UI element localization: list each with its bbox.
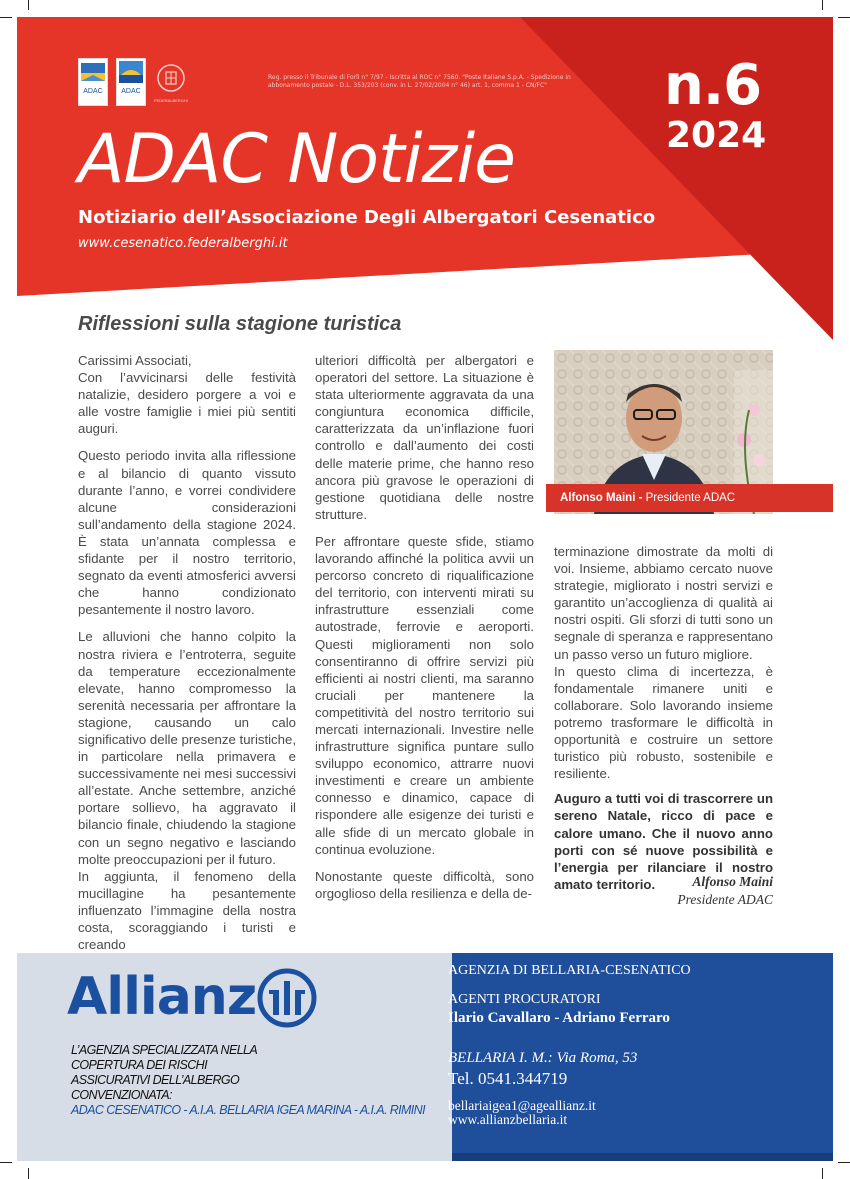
agency-website[interactable]: www.allianzbellaria.it (448, 1112, 568, 1127)
photo-caption (546, 484, 833, 512)
ad-tagline (71, 1043, 451, 1118)
crop-mark (838, 1162, 850, 1163)
article-column-1 (78, 352, 296, 963)
signature (554, 873, 773, 909)
agency-address: BELLARIA I. M.: Via Roma, 53 (448, 1050, 638, 1066)
article-headline: Riflessioni sulla stagione turistica (78, 313, 402, 335)
signature-role: Presidente ADAC (677, 892, 773, 907)
ad-bottom-strip (452, 1153, 833, 1161)
crop-mark (822, 1168, 823, 1179)
ad-left-panel (17, 953, 452, 1161)
tagline-line: ASSICURATIVI DELL’ALBERGO (71, 1073, 240, 1087)
adac-logo-1 (78, 58, 108, 106)
paragraph: Carissimi Associati, Con l’avvicinarsi delle festività natalizie, desidero porgere a voi e alle vostre famiglie i miei più sentiti auguri. (78, 353, 296, 437)
issue-number: n.6 (664, 53, 762, 118)
paragraph: ulteriori difficoltà per albergatori e operatori del settore. La situazione è stata ulteriormente aggravata da una congiuntura economica difficile, caratterizzata da un’inflazione fuori controllo e dall’aumento dei costi delle materie prime, che hanno reso ancora più gravose le operazioni di gestione quotidiana delle nostre strutture. (315, 353, 534, 522)
allianz-advertisement (17, 953, 833, 1161)
article-column-2 (315, 352, 534, 912)
partner-list: ADAC CESENATICO - A.I.A. BELLARIA IGEA MARINA - A.I.A. RIMINI (71, 1103, 425, 1117)
registration-note: Reg. presso il Tribunale di Forlì n° 7/97 - Iscritta al ROC n° 7560. "Poste Italiane S.p.A. - Spedizione in abbonamento postale - D.L. 353/203 (conv. in L. 27/02/2004 n° 46) art. 1, comma 1 - CN/FC" (268, 74, 571, 89)
logo-group (78, 58, 188, 106)
article-column-3 (554, 543, 773, 903)
paragraph: Per affrontare queste sfide, stiamo lavorando affinché la politica avvii un percorso concreto di riqualificazione del territorio, con interventi mirati su infrastrutture essenziali come autostrade, ferrovie e aeroporti. Questi miglioramenti non solo consentiranno di offrire servizi più efficienti ai nostri clienti, ma saranno cruciali per mantenere la competitività del nostro territorio sui mercati internazionali. Investire nelle infrastrutture significa puntare sullo sviluppo economico, attrarre nuovi investimenti e creare un ambiente connesso e dinamico, capace di rispondere alle esigenze dei turisti e alle sfide di un mercato globale in continua evoluzione. (315, 533, 534, 857)
allianz-logo-icon (256, 967, 318, 1029)
paragraph: Questo periodo invita alla riflessione e al bilancio di quanto vissuto durante l’anno, e vorrei condividere alcune considerazioni sull’andamento della stagione 2024. È stata un’annata complessa e sfidante per il nostro territorio, segnato da eventi atmosferici avversi che hanno condizionato pesantemente il nostro lavoro. (78, 448, 296, 618)
caption-role: Presidente ADAC (642, 492, 736, 504)
agents-names: Ilario Cavallaro - Adriano Ferraro (448, 1010, 670, 1026)
tagline-line: CONVENZIONATA: (71, 1088, 172, 1102)
signature-name: Alfonso Maini (692, 874, 773, 889)
issue-year: 2024 (666, 115, 767, 156)
tagline-line: L’AGENZIA SPECIALIZZATA NELLA (71, 1043, 258, 1057)
masthead-subtitle: Notiziario dell’Associazione Degli Albergatori Cesenatico (78, 207, 656, 228)
agency-name: AGENZIA DI BELLARIA-CESENATICO (448, 963, 691, 978)
svg-text:ADAC: ADAC (83, 88, 103, 95)
agency-phone[interactable]: Tel. 0541.344719 (448, 1069, 568, 1088)
paragraph: Nonostante queste difficoltà, sono orgoglioso della resilienza e della de- (315, 868, 534, 901)
tagline-line: COPERTURA DEI RISCHI (71, 1058, 207, 1072)
closing-wishes: Auguro a tutti voi di trascorrere un sereno Natale, ricco di pace e calore umano. Che il nuovo anno porti con sé nuove possibilità e l’energia per rilanciare il nostro amato territorio. (554, 791, 773, 892)
masthead-title: ADAC Notizie (78, 120, 515, 199)
allianz-brand: Allianz (67, 967, 257, 1027)
svg-text:ADAC: ADAC (121, 88, 141, 95)
agency-email[interactable]: bellariaigea1@ageallianz.it (448, 1098, 596, 1113)
svg-text:FEDERALBERGHI: FEDERALBERGHI (154, 98, 188, 103)
federalberghi-seal (154, 58, 188, 104)
caption-name: Alfonso Maini - (560, 492, 643, 504)
crop-mark (0, 1162, 12, 1163)
agents-title: AGENTI PROCURATORI (448, 992, 601, 1007)
website-link[interactable]: www.cesenatico.federalberghi.it (78, 236, 288, 251)
adac-logo-2 (116, 58, 146, 106)
paragraph: terminazione dimostrate da molti di voi. Insieme, abbiamo cercato nuove strategie, migliorato i nostri servizi e garantito un’accoglienza di qualità ai nostri ospiti. Gli sforzi di tutti sono un segnale di speranza e rappresentano un passo verso un futuro migliore. In questo clima di incertezza, è fondamentale rimanere uniti e collaborare. Solo lavorando insieme potremo trasformare le difficoltà in opportunità e costruire un settore turistico più robusto, sostenibile e resiliente. (554, 544, 773, 782)
crop-mark (28, 1168, 29, 1179)
paragraph: Le alluvioni che hanno colpito la nostra riviera e l’entroterra, seguite da temperature eccezionalmente elevate, hanno compromesso la serenità necessaria per affrontare la stagione, causando un calo significativo delle presenze turistiche, in particolare nella primavera e successivamente nei mesi successivi all’estate. Anche settembre, anziché portare sollievo, ha aggravato il bilancio finale, chiudendo la stagione con un segno negativo e lasciando molte preoccupazioni per il futuro. In aggiunta, il fenomeno della mucillagine ha pesantemente influenzato l’immagine della nostra costa, scoraggiando i turisti e creando (78, 629, 296, 953)
